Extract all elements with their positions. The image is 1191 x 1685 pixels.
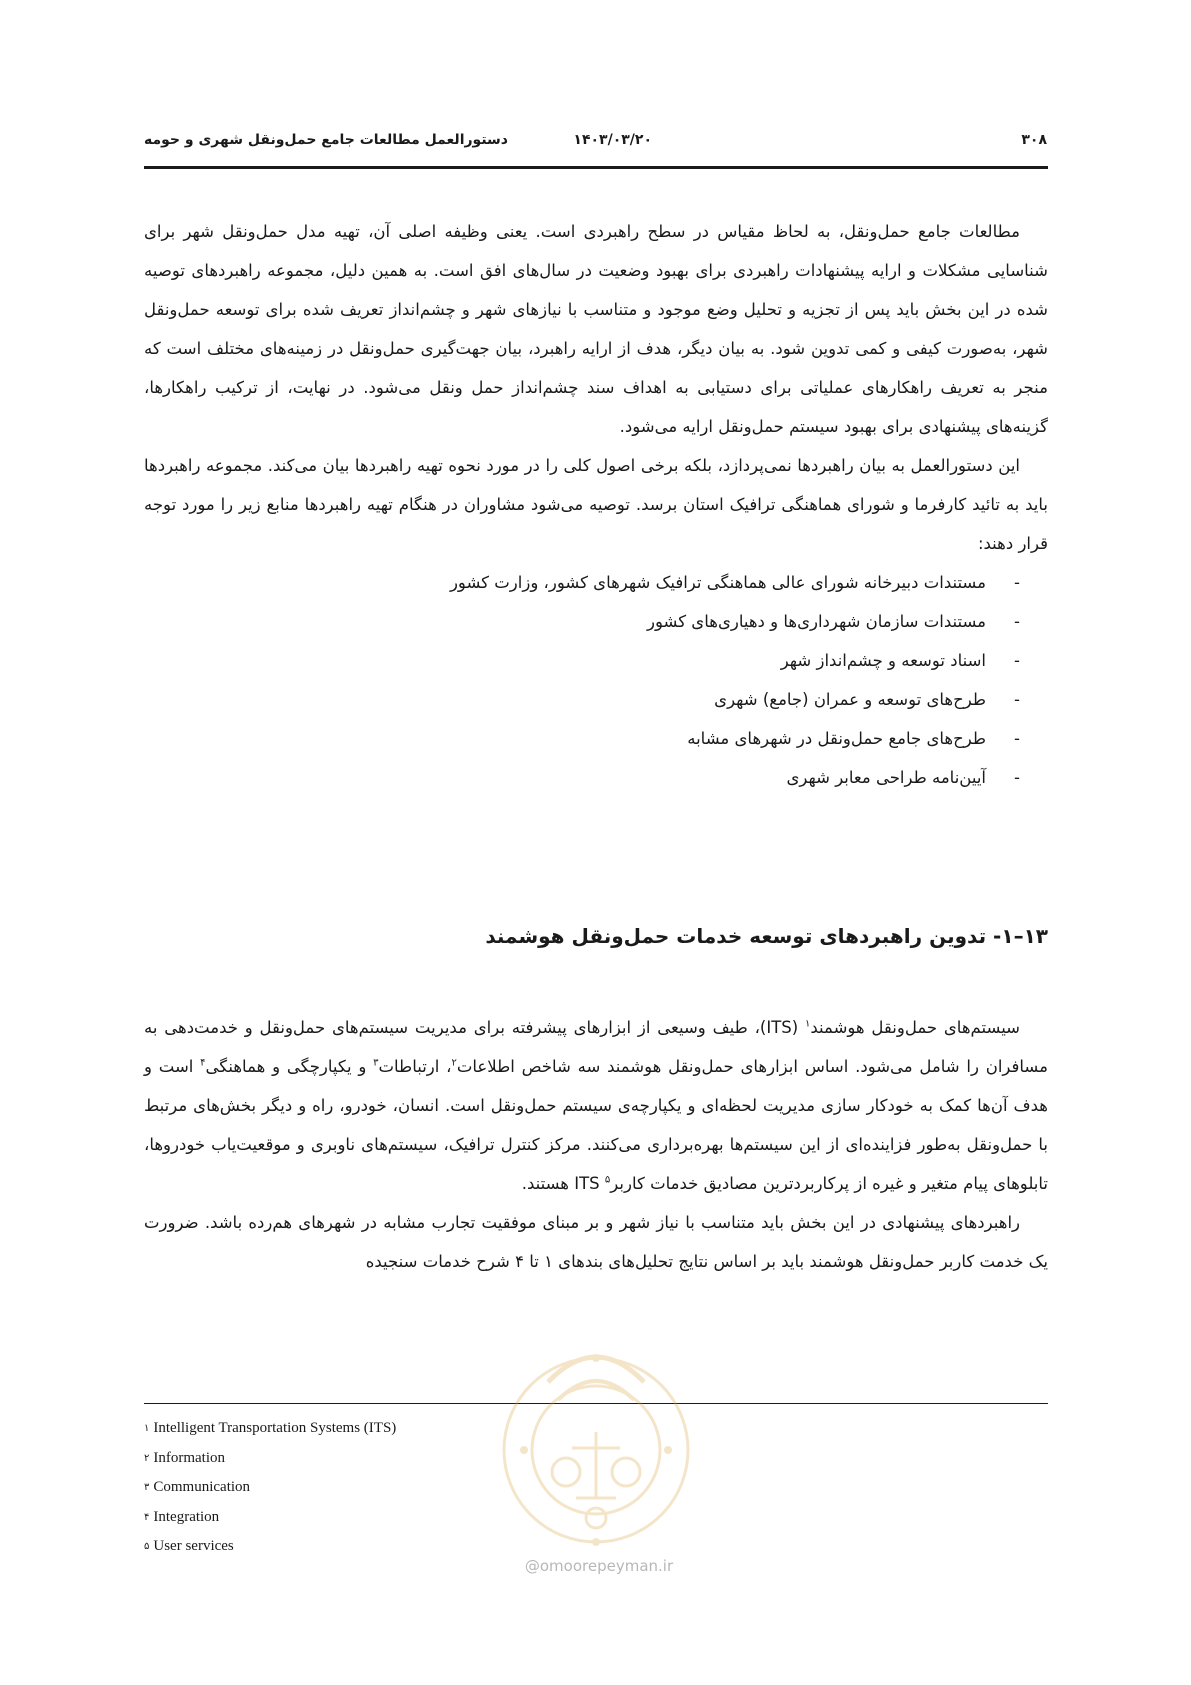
bullet-dash: - [1014,651,1020,670]
paragraph: مطالعات جامع حمل‌ونقل، به لحاظ مقیاس در سطح راهبردی است. یعنی وظیفه اصلی آن، تهیه مدل حمل‌ونقل شهر برای شناسایی مشکلات و ارایه پیشنهادات راهبردی برای بهبود وضعیت در سال‌های افق است. به همین دلیل، مجموعه راهبردهای توصیه شده در این بخش باید پس از تجزیه و تحلیل وضع موجود و متناسب با نیازهای شهر و چشم‌انداز تعریف شده برای توسعه حمل‌ونقل شهر، به‌صورت کیفی و کمی تدوین شود. به بیان دیگر، هدف از ارایه راهبرد، بیان جهت‌گیری حمل‌ونقل در زمینه‌های مختلف است که منجر به تعریف راهکارهای عملیاتی برای دستیابی به اهداف سند چشم‌انداز حمل ونقل می‌شود. در نهایت، از ترکیب راهکارها، گزینه‌های پیشنهادی برای بهبود سیستم حمل‌ونقل ارایه می‌شود. [144,222,1048,436]
bullet-dash: - [1014,690,1020,709]
bullet-dash: - [1014,612,1020,631]
footnote-text: Communication [153,1479,251,1495]
list-item-text: مستندات دبیرخانه شورای عالی هماهنگی ترافیک شهرهای کشور، وزارت کشور [449,573,986,592]
list-item-text: آیین‌نامه طراحی معابر شهری [786,768,986,787]
list-item [144,758,1020,797]
sources-list [144,563,1048,797]
bullet-dash: - [1014,573,1020,592]
page-header [144,128,1047,162]
section-text [144,1008,1048,1281]
list-item [144,680,1020,719]
paragraph: این دستورالعمل به بیان راهبردها نمی‌پردازد، بلکه برخی اصول کلی را در مورد نحوه تهیه راهبردها بیان می‌کند. مجموعه راهبردها باید به تائید کارفرما و شورای هماهنگی ترافیک استان برسد. توصیه می‌شود مشاوران در هنگام تهیه راهبردها منابع زیر را مورد توجه قرار دهند: [144,456,1048,553]
section-heading: ۱۳–۱- تدوین راهبردهای توسعه خدمات حمل‌ونقل هوشمند [485,924,1048,948]
list-item-text: اسناد توسعه و چشم‌انداز شهر [780,651,986,670]
page-number: ۳۰۸ [1021,132,1047,148]
footnote-number: ۵ [144,1541,150,1552]
footnote-text: Information [153,1449,226,1466]
footnote-ref[interactable]: ۵ [604,1174,611,1186]
list-item-text: مستندات سازمان شهرداری‌ها و دهیاری‌های کشور [646,612,986,631]
header-title: دستورالعمل مطالعات جامع حمل‌ونقل شهری و حومه [144,132,508,148]
footnote-ref[interactable]: ۳ [373,1057,379,1069]
header-divider [144,166,1048,169]
footnote-ref[interactable]: ۲ [451,1057,457,1069]
list-item [144,641,1020,680]
footnote-text: User services [153,1538,234,1554]
list-item-text: طرح‌های توسعه و عمران (جامع) شهری [714,690,986,709]
paragraph: سیستم‌های حمل‌ونقل هوشمند$^۱$ (ITS)، طیف وسیعی از ابزارهای پیشرفته برای مدیریت سیستم‌های حمل‌ونقل و خدمت‌دهی به مسافران را شامل می‌شود. اساس ابزارهای حمل‌ونقل هوشمند سه شاخص اطلاعات$^۲$، ارتباطات$^۳$ و یکپارچگی و هماهنگی$^۴$ است و هدف آن‌ها کمک به خودکار سازی مدیریت لحظه‌ای و یکپارچه‌ی سیستم حمل‌ونقل است. انسان، خودرو، راه و دیگر بخش‌های مرتبط با حمل‌ونقل به‌طور فزاینده‌ای از این سیستم‌ها بهره‌برداری می‌کنند. مرکز کنترل ترافیک، سیستم‌های ناوبری و موقعیت‌یاب خودروها، تابلوهای پیام متغیر و غیره از پرکاربردترین مصادیق خدمات کاربر$^۵$ ITS هستند. [144,1018,1048,1193]
header-date: ۱۴۰۳/۰۳/۲۰ [573,132,652,148]
list-item [144,719,1020,758]
footnote-number: ۲ [144,1452,150,1464]
list-item [144,563,1020,602]
paragraph: راهبردهای پیشنهادی در این بخش باید متناسب با نیاز شهر و بر مبنای موفقیت تجارب مشابه در شهرهای هم‌رده باشد. ضرورت یک خدمت کاربر حمل‌ونقل هوشمند باید بر اساس نتایج تحلیل‌های بندهای ۱ تا ۴ شرح خدمات سنجیده [144,1213,1048,1271]
footnote-number: ۴ [144,1511,150,1523]
intro-text [144,212,1048,797]
footnote-ref[interactable]: ۱ [805,1018,811,1030]
bullet-dash: - [1014,729,1020,748]
list-item [144,602,1020,641]
bullet-dash: - [1014,768,1020,787]
footnote-text: Integration [153,1508,220,1525]
watermark-seal-icon [488,1322,704,1562]
footnote-number: ۱ [144,1423,150,1434]
watermark-text: @omoorepeyman.ir [524,1557,674,1575]
footnote-ref[interactable]: ۴ [200,1057,206,1069]
footnote-text: Intelligent Transportation Systems (ITS) [153,1420,397,1436]
footnote-number: ۳ [144,1482,150,1493]
list-item-text: طرح‌های جامع حمل‌ونقل در شهرهای مشابه [687,729,986,748]
